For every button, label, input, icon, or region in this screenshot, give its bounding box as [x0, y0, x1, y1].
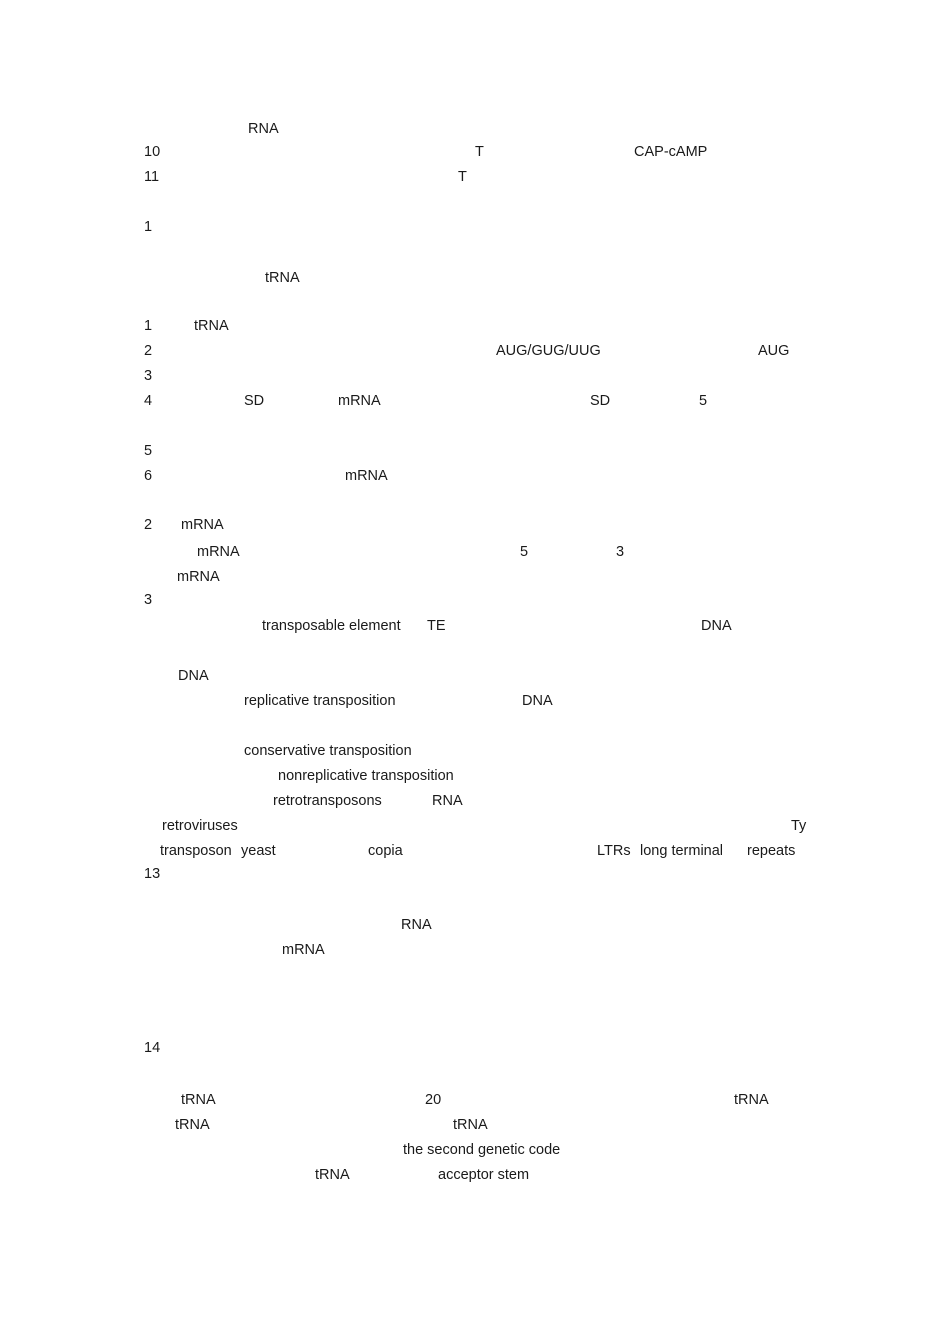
text-fragment: mRNA [338, 393, 381, 409]
item-number: 5 [144, 443, 153, 459]
text-fragment: RNA [401, 917, 432, 933]
text-fragment: 20 [425, 1092, 442, 1108]
text-fragment: SD [244, 393, 265, 409]
text-fragment: copia [368, 843, 403, 859]
text-fragment: transposable element [262, 618, 401, 634]
text-fragment: nonreplicative transposition [278, 768, 454, 784]
text-fragment: DNA [178, 668, 209, 684]
text-fragment: AUG [758, 343, 790, 359]
text-fragment: repeats [747, 843, 796, 859]
text-fragment: acceptor stem [438, 1167, 530, 1183]
text-fragment: SD [590, 393, 611, 409]
text-fragment: tRNA [181, 1092, 216, 1108]
text-fragment: Ty [791, 818, 807, 834]
text-fragment: DNA [701, 618, 732, 634]
item-number: 13 [144, 866, 161, 882]
item-number: 2 [144, 343, 153, 359]
text-fragment: tRNA [194, 318, 229, 334]
item-number: 14 [144, 1040, 161, 1056]
text-fragment: the second genetic code [403, 1142, 561, 1158]
text-fragment: transposon [160, 843, 232, 859]
text-fragment: 5 [699, 393, 708, 409]
text-fragment: long terminal [640, 843, 724, 859]
text-fragment: T [475, 144, 484, 160]
text-fragment: mRNA [282, 942, 325, 958]
text-fragment: TE [427, 618, 446, 634]
text-fragment: mRNA [197, 544, 240, 560]
text-fragment: replicative transposition [244, 693, 396, 709]
text-fragment: tRNA [175, 1117, 210, 1133]
item-number: 3 [144, 368, 153, 384]
text-fragment: mRNA [181, 517, 224, 533]
item-number: 10 [144, 144, 161, 160]
item-number: 1 [144, 219, 153, 235]
item-number: 1 [144, 318, 153, 334]
text-fragment: tRNA [315, 1167, 350, 1183]
text-fragment: mRNA [177, 569, 220, 585]
item-number: 11 [144, 169, 160, 185]
text-fragment: DNA [522, 693, 553, 709]
item-number: 3 [144, 592, 153, 608]
text-fragment: tRNA [453, 1117, 488, 1133]
text-fragment: T [458, 169, 467, 185]
text-fragment: RNA [248, 121, 279, 137]
text-fragment: AUG/GUG/UUG [496, 343, 601, 359]
text-fragment: 5 [520, 544, 529, 560]
text-fragment: LTRs [597, 843, 631, 859]
text-fragment: mRNA [345, 468, 388, 484]
text-fragment: 3 [616, 544, 625, 560]
item-number: 6 [144, 468, 153, 484]
text-fragment: conservative transposition [244, 743, 412, 759]
text-fragment: RNA [432, 793, 463, 809]
text-fragment: CAP-cAMP [634, 144, 708, 160]
item-number: 2 [144, 517, 153, 533]
text-fragment: retrotransposons [273, 793, 382, 809]
text-fragment: tRNA [734, 1092, 769, 1108]
text-fragment: yeast [241, 843, 276, 859]
text-fragment: retroviruses [162, 818, 238, 834]
item-number: 4 [144, 393, 153, 409]
text-fragment: tRNA [265, 270, 300, 286]
